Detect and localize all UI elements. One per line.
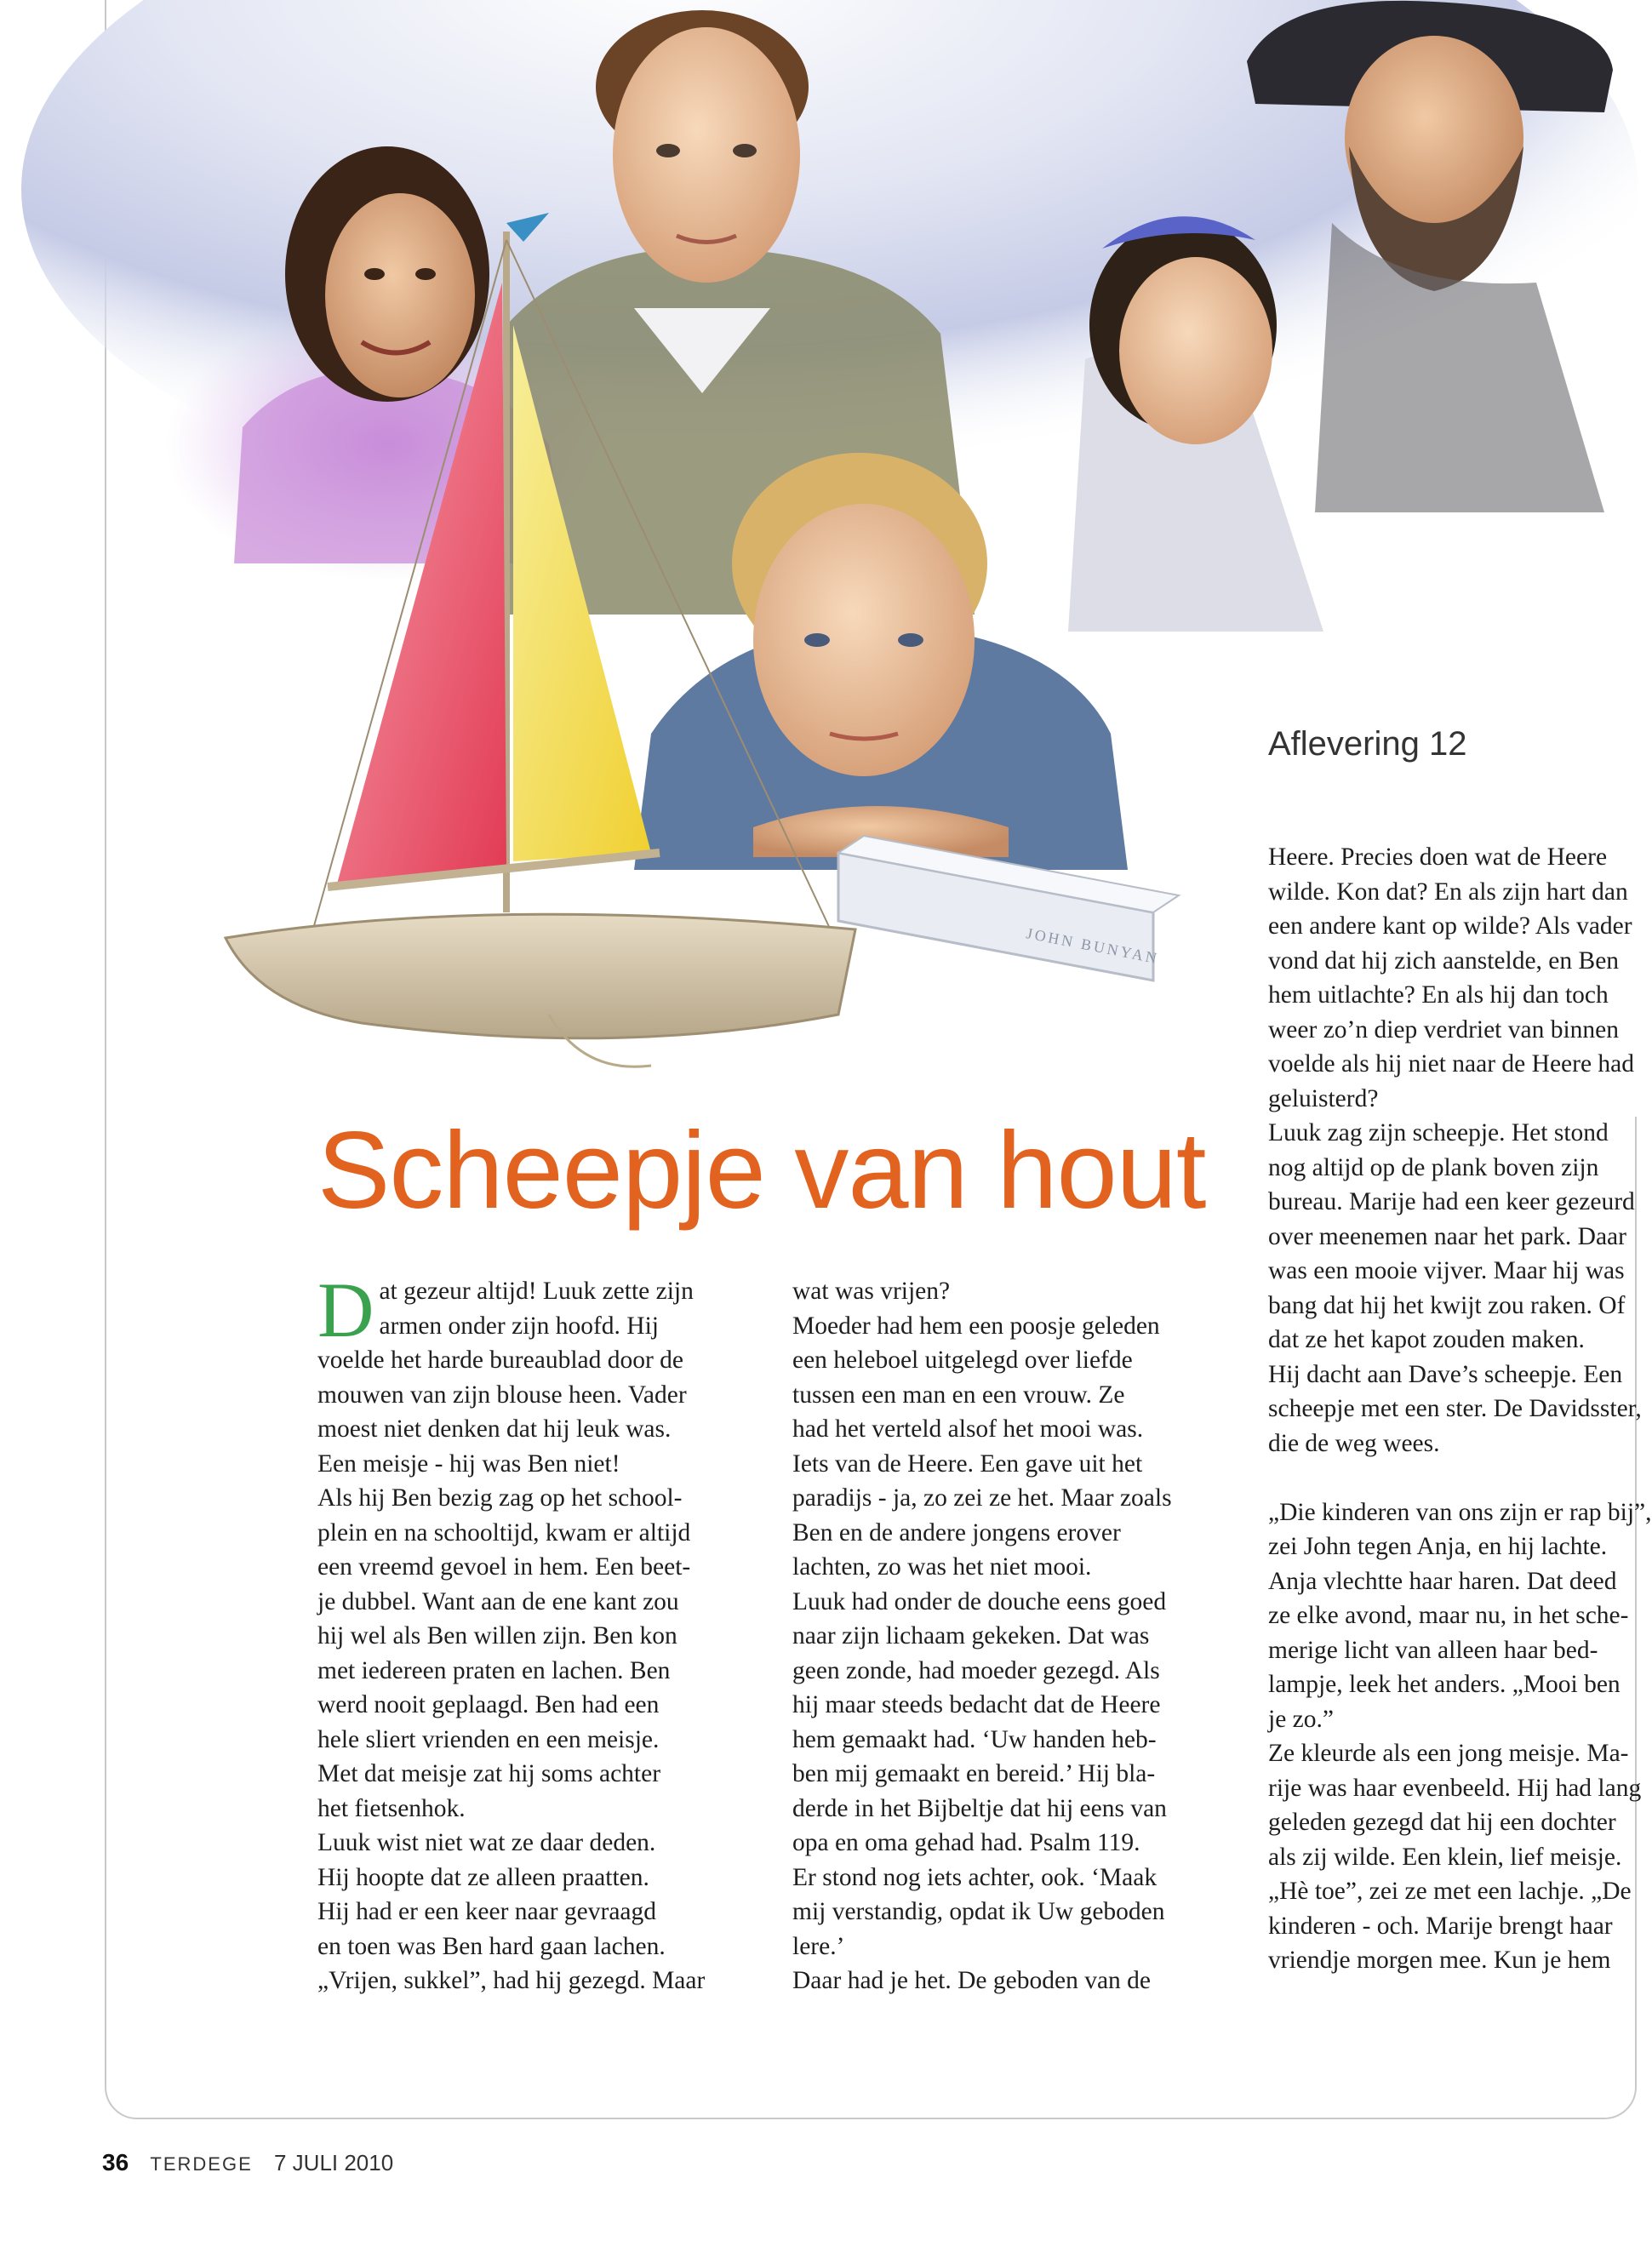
episode-label: Aflevering 12 xyxy=(1268,725,1467,763)
article-column-3: Heere. Precies doen wat de Heere wilde. Kon dat? En als zijn hart dan een andere kant op wilde? Als vader vond dat hij zich aanstelde, en Ben hem uitlachte? En als hij dan toch weer zo’n diep verdriet van binnen voelde als hij niet naar de Heere had geluisterd? Luuk zag zijn scheepje. Het stond nog altijd op de plank boven zijn bureau. Marije had een keer gezeurd over meenemen naar het park. Daar was een mooie vijver. Maar hij was bang dat hij het kwijt zou raken. Of dat ze het kapot zouden maken. Hij dacht aan Dave’s scheepje. Een scheepje met een ster. De Davidsster, die de weg wees. „Die kinderen van ons zijn er rap bij”, zei John tegen Anja, en hij lachte. Anja vlechtte haar haren. Dat deed ze elke avond, maar nu, in het sche- merige licht van alleen haar bed- lampje, leek het anders. „Mooi ben je zo.” Ze kleurde als een jong meisje. Ma- rije was haar evenbeeld. Hij had lang geleden gezegd dat hij een dochter als zij wilde. Een klein, lief meisje. „Hè toe”, zei ze met een lachje. „De kinderen - och. Marije brengt haar vriendje morgen mee. Kun je hem xyxy=(1268,843,1652,1974)
article-column-2: wat was vrijen? Moeder had hem een poosje geleden een heleboel uitgelegd over liefde tussen een man en een vrouw. Ze had het verteld alsof het mooi was. Iets van de Heere. Een gave uit het paradijs - ja, zo zei ze het. Maar zoals Ben en de andere jongens erover lachten, zo was het niet mooi. Luuk had onder de douche eens goed naar zijn lichaam gekeken. Dat was geen zonde, had moeder gezegd. Als hij maar steeds bedacht dat de Heere hem gemaakt had. ‘Uw handen heb- ben mij gemaakt en bereid.’ Hij bla- derde in het Bijbeltje dat hij eens van opa en oma gehad had. Psalm 119. Er stond nog iets achter, ook. ‘Maak mij verstandig, opdat ik Uw geboden lere.’ Daar had je het. De geboden van de xyxy=(792,1278,1172,1994)
column-1-text: at gezeur altijd! Luuk zette zijn armen onder zijn hoofd. Hij voelde het harde bureaublad door de mouwen van zijn blouse heen. Vader moest niet denken dat hij leuk was. Een meisje - hij was Ben niet! Als hij Ben bezig zag op het school- plein en na schooltijd, kwam er altijd een vreemd gevoel in hem. Een beet- je dubbel. Want aan de ene kant zou hij wel als Ben willen zijn. Ben kon met iedereen praten en lachen. Ben werd nooit geplaagd. Ben had een hele sliert vrienden en een meisje. Met dat meisje zat hij soms achter het fietsenhok. Luuk wist niet wat ze daar deden. Hij hoopte dat ze alleen praatten. Hij had er een keer naar gevraagd en toen was Ben hard gaan lachen. „Vrijen, sukkel”, had hij gezegd. Maar xyxy=(317,1278,706,1994)
magazine-name: TERDEGE xyxy=(150,2153,253,2175)
book-spine-text: JOHN BUNYAN xyxy=(1025,924,1161,968)
drop-cap: D xyxy=(317,1266,374,1353)
page-frame xyxy=(105,0,1652,2119)
article-column-1 xyxy=(317,1266,706,1998)
issue-date: 7 JULI 2010 xyxy=(273,2150,394,2175)
article-title: Scheepje van hout xyxy=(317,1110,1206,1232)
page-number: 36 xyxy=(102,2149,129,2175)
page-footer xyxy=(102,2149,393,2176)
